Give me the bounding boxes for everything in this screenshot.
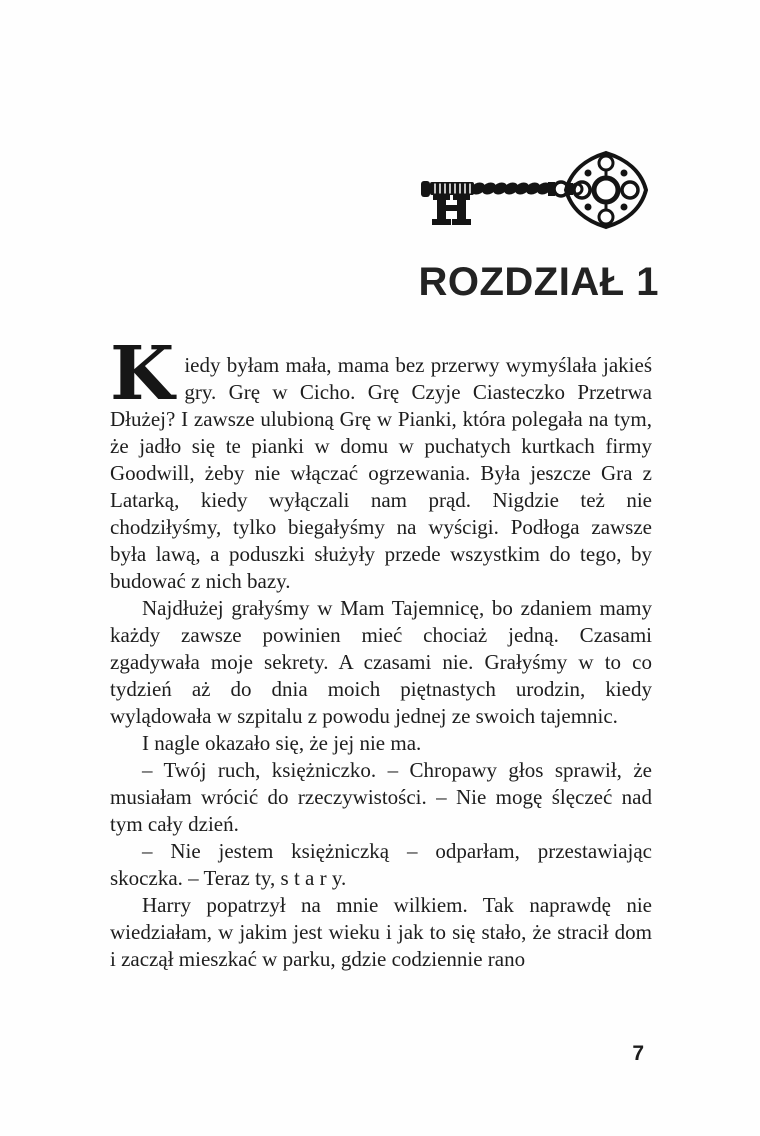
page-number: 7 (632, 1042, 644, 1065)
drop-cap-initial: K (110, 331, 175, 417)
paragraph-1 (110, 331, 652, 595)
chapter-heading: ROZDZIAŁ 1 (418, 259, 659, 304)
paragraph-4: – Twój ruch, księżniczko. – Chropawy głos sprawił, że musiałam wrócić do rzeczywistości. – Nie mogę ślęczeć nad tym cały dzień. (110, 758, 652, 836)
chapter-body (110, 331, 652, 973)
ornate-key-icon (420, 150, 648, 232)
paragraph-5: – Nie jestem księżniczką – odparłam, przestawiając skoczka. – Teraz ty, s t a r y. (110, 839, 652, 890)
paragraph-1-text: iedy byłam mała, mama bez przerwy wymyślała jakieś gry. Grę w Cicho. Grę Czyje Ciasteczko Przetrwa Dłużej? I zawsze ulubioną Grę w Pianki, która polegała na tym, że jadło się te pianki w domu w puchatych kurtkach firmy Goodwill, żeby nie włączać ogrzewania. Była jeszcze Gra z Latarką, kiedy wyłączali nam prąd. Nigdzie też nie chodziłyśmy, tylko biegałyśmy na wyścigi. Podłoga zawsze była lawą, a poduszki służyły przede wszystkim do tego, by budować z nich bazy. (110, 353, 652, 593)
paragraph-2: Najdłużej grałyśmy w Mam Tajemnicę, bo zdaniem mamy każdy zawsze powinien mieć chociaż jedną. Czasami zgadywała moje sekrety. A czasami nie. Grałyśmy w to co tydzień aż do dnia moich piętnastych urodzin, kiedy wylądowała w szpitalu z powodu jednej ze swoich tajemnic. (110, 596, 652, 728)
paragraph-6: Harry popatrzył na mnie wilkiem. Tak naprawdę nie wiedziałam, w jakim jest wieku i jak to się stało, że stracił dom i zaczął mieszkać w parku, gdzie codziennie rano (110, 893, 652, 971)
paragraph-3: I nagle okazało się, że jej nie ma. (142, 731, 422, 755)
